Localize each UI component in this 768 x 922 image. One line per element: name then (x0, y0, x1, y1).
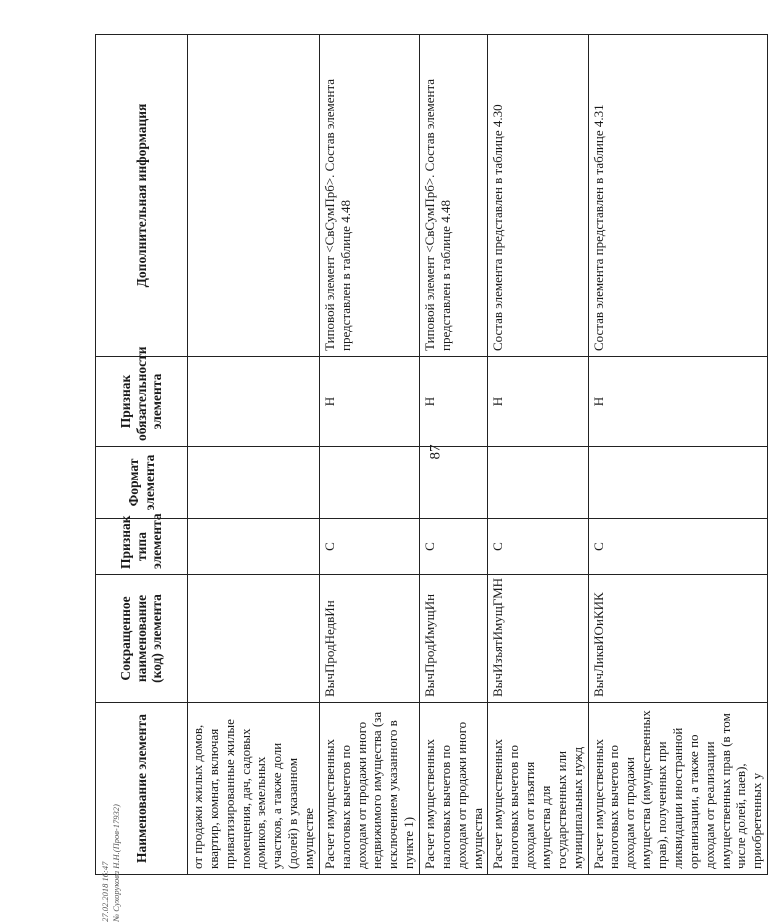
cell-info: Типовой элемент <СвСумПрб>. Состав элемента представлен в таблице 4.48 (420, 35, 488, 357)
cell-required (188, 357, 320, 447)
cell-format (319, 447, 419, 519)
cell-name: от продажи жилых домов, квартир, комнат, включая приватизированные жилые помещения, дач, садовых домиков, земельных участков, а также доли (долей) в указанном имуществе (188, 703, 320, 875)
cell-code: ВычЛиквИОиКИК (588, 575, 767, 703)
cell-info: Типовой элемент <СвСумПрб>. Состав элемента представлен в таблице 4.48 (319, 35, 419, 357)
table-row (588, 35, 767, 875)
cell-code: ВычПродНедвИн (319, 575, 419, 703)
header-info: Дополнительная информация (96, 35, 188, 357)
cell-info (188, 35, 320, 357)
header-required: Признак обязательности элемента (96, 357, 188, 447)
table-header-row (96, 35, 188, 875)
table-row (319, 35, 419, 875)
cell-code (188, 575, 320, 703)
cell-required: Н (488, 357, 588, 447)
cell-type: С (588, 519, 767, 575)
cell-type: С (488, 519, 588, 575)
header-code: Сокращенное наименование (код) элемента (96, 575, 188, 703)
cell-name: Расчет имущественных налоговых вычетов по доходам от продажи иного недвижимого имущества (за исключением указанного в пункте 1) (319, 703, 419, 875)
header-format: Формат элемента (96, 447, 188, 519)
cell-name: Расчет имущественных налоговых вычетов по доходам от продажи имущества (имущественных прав), полученных при ликвидации иностранной организации, а также по доходам от реализации имущественных прав (в том числе долей, паев), приобретенных у (588, 703, 767, 875)
cell-code: ВычПродИмущИн (420, 575, 488, 703)
registration-stamp (100, 804, 122, 922)
cell-required: Н (420, 357, 488, 447)
header-name: Наименование элемента (96, 703, 188, 875)
header-type: Признак типа элемента (96, 519, 188, 575)
cell-required: Н (319, 357, 419, 447)
cell-format (420, 444, 488, 519)
cell-name: Расчет имущественных налоговых вычетов по доходам от изъятия имущества для государственных или муниципальных нужд (488, 703, 588, 875)
cell-info: Состав элемента представлен в таблице 4.31 (588, 35, 767, 357)
table-row (488, 35, 588, 875)
table-row (420, 35, 488, 875)
stamp-date: 27.02.2018 16:47 (99, 861, 110, 922)
cell-info: Состав элемента представлен в таблице 4.30 (488, 35, 588, 357)
rotated-table-container (95, 35, 765, 875)
cell-format (188, 447, 320, 519)
cell-name: Расчет имущественных налоговых вычетов по доходам от продажи иного имущества (420, 703, 488, 875)
cell-format (488, 447, 588, 519)
cell-code: ВычИзъятИмущГМН (488, 575, 588, 703)
stamp-signer: № Сухорукова Н.Н.(Пров-17932) (111, 804, 121, 922)
elements-table (95, 34, 768, 875)
cell-format (588, 447, 767, 519)
cell-required: Н (588, 357, 767, 447)
cell-type: С (420, 519, 488, 575)
table-row (188, 35, 320, 875)
page-number: 87 (427, 444, 444, 460)
cell-type (188, 519, 320, 575)
cell-type: С (319, 519, 419, 575)
